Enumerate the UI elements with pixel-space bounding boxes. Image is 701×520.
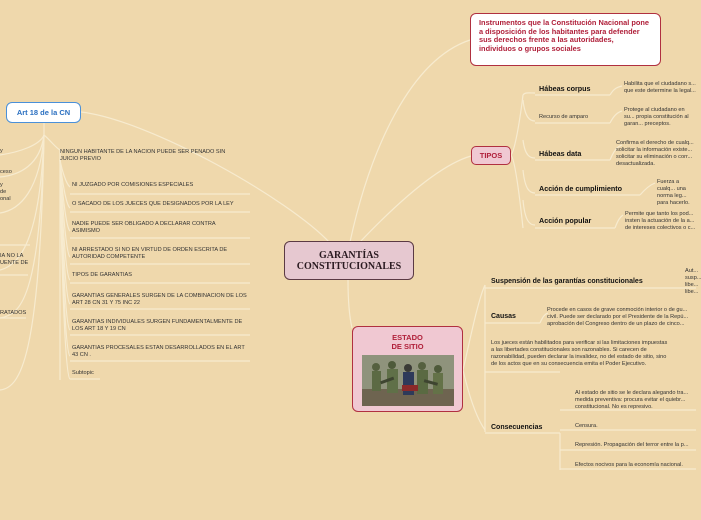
left-cut-text-0[interactable]: y (0, 148, 3, 154)
consecuencia-item-1[interactable]: Censura. (575, 423, 598, 429)
art18-item-4[interactable]: NI ARRESTADO SI NO EN VIRTUD DE ORDEN ESCRITA DE AUTORIDAD COMPETENTE (72, 247, 228, 260)
tipo-accion-cumplimiento[interactable]: Acción de cumplimiento (539, 184, 623, 193)
estado-suspension[interactable]: Suspensión de las garantías constitucionales (491, 278, 643, 285)
left-cut-text-1[interactable]: ceso (0, 169, 12, 175)
tipo-recurso-amparo[interactable]: Recurso de amparo (539, 114, 589, 120)
tipo-recurso-amparo-desc[interactable]: Protege al ciudadano en su... propia constitución al garan... preceptos. (624, 107, 689, 127)
tipo-habeas-corpus[interactable]: Hábeas corpus (539, 84, 591, 93)
art18-item-1[interactable]: NI JUZGADO POR COMISIONES ESPECIALES (72, 182, 194, 188)
left-cut-text-2[interactable]: y de onal (0, 182, 11, 202)
estado-causas-desc[interactable]: Procede en casos de grave conmoción interior o de gu... civil. Puede ser declarado por el Presidente de la Repú... aprobación del Congreso dentro de un plazo de cinco... (547, 307, 689, 327)
consecuencia-item-2[interactable]: Represión. Propagación del terror entre la p... (575, 442, 689, 448)
art18-item-0[interactable]: NINGUN HABITANTE DE LA NACION PUEDE SER PENADO SIN JUICIO PREVIO (60, 149, 226, 162)
central-topic-line2: CONSTITUCIONALES (296, 260, 402, 272)
tipos-topic[interactable] (471, 146, 511, 165)
art18-topic[interactable] (6, 102, 81, 123)
tipo-habeas-data-desc[interactable]: Confirma el derecho de cualq... solicitar la información existe... solicitar su eliminación o corr... desactualizada. (616, 140, 694, 167)
left-cut-text-4[interactable]: RATADOS (0, 310, 27, 316)
art18-item-2[interactable]: O SACADO DE LOS JUECES QUE DESIGNADOS POR LA LEY (72, 201, 234, 207)
left-cut-text-3[interactable]: IA NO LA UENTE DE (0, 253, 29, 266)
art18-item-6[interactable]: GARANTIAS GENERALES SURGEN DE LA COMBINACION DE LOS ART 28 CN 31 Y 75 INC 22 (72, 293, 247, 306)
art18-item-9[interactable]: Subtopic (72, 370, 94, 376)
estado-photo (362, 355, 454, 406)
art18-item-7[interactable]: GARANTIAS INDIVIDUALES SURGEN FUNDAMENTALMENTE DE LOS ART 18 Y 19 CN (72, 319, 243, 332)
estado-line2: DE SITIO (391, 342, 424, 351)
tipo-habeas-corpus-desc[interactable]: Habilita que el ciudadano s... que este determine la legal... (624, 81, 696, 94)
art18-item-5[interactable]: TIPOS DE GARANTIAS (72, 272, 132, 278)
central-topic-line1: GARANTÍAS (318, 249, 379, 261)
tipo-accion-popular[interactable]: Acción popular (539, 216, 592, 225)
estado-de-sitio-topic[interactable] (352, 326, 463, 412)
consecuencia-item-3[interactable]: Efectos nocivos para la economía nacional. (575, 462, 683, 468)
consecuencia-item-0[interactable]: Al estado de sitio se le declara alegando tra... medida preventiva: procura evitar el quiebr... constitucional. No es represivo. (575, 390, 689, 410)
central-topic[interactable] (284, 241, 414, 280)
estado-line1: ESTADO (392, 333, 423, 342)
instrumentos-text: Instrumentos que la Constitución Nacional pone a disposición de los habitantes para defender sus derechos frente a las autoridades, individuos o grupos sociales (479, 18, 649, 53)
art18-title: Art 18 de la CN (16, 108, 71, 117)
instrumentos-topic[interactable] (470, 13, 661, 66)
tipo-accion-cumplimiento-desc[interactable]: Fuerza a cualq... una norma leg... para hacerlo. (657, 179, 690, 206)
estado-causas[interactable]: Causas (491, 313, 516, 320)
tipos-label: TIPOS (479, 151, 503, 160)
estado-suspension-desc[interactable]: Aut... susp... libe... libe... (685, 268, 701, 295)
art18-item-3[interactable]: NADIE PUEDE SER OBLIGADO A DECLARAR CONTRA ASIMISMO (72, 221, 216, 234)
estado-jueces-text[interactable]: Los jueces están habilitados para verificar si las limitaciones impuestas a las libertades constitucionales son razonables. Si carecen de razonabilidad, pueden declarar la invalidez, no del estado de sitio, sino de los actos que en su consecuencia emita el Poder Ejecutivo. (491, 340, 668, 367)
tipo-accion-popular-desc[interactable]: Permite que tanto los pod... insten la actuación de la a... de intereses colectivos o c... (625, 211, 696, 231)
estado-consecuencias[interactable]: Consecuencias (491, 424, 543, 431)
art18-item-8[interactable]: GARANTIAS PROCESALES ESTAN DESARROLLADOS EN EL ART 43 CN . (72, 345, 245, 358)
soldiers-image-icon (362, 355, 454, 406)
tipo-habeas-data[interactable]: Hábeas data (539, 149, 582, 158)
